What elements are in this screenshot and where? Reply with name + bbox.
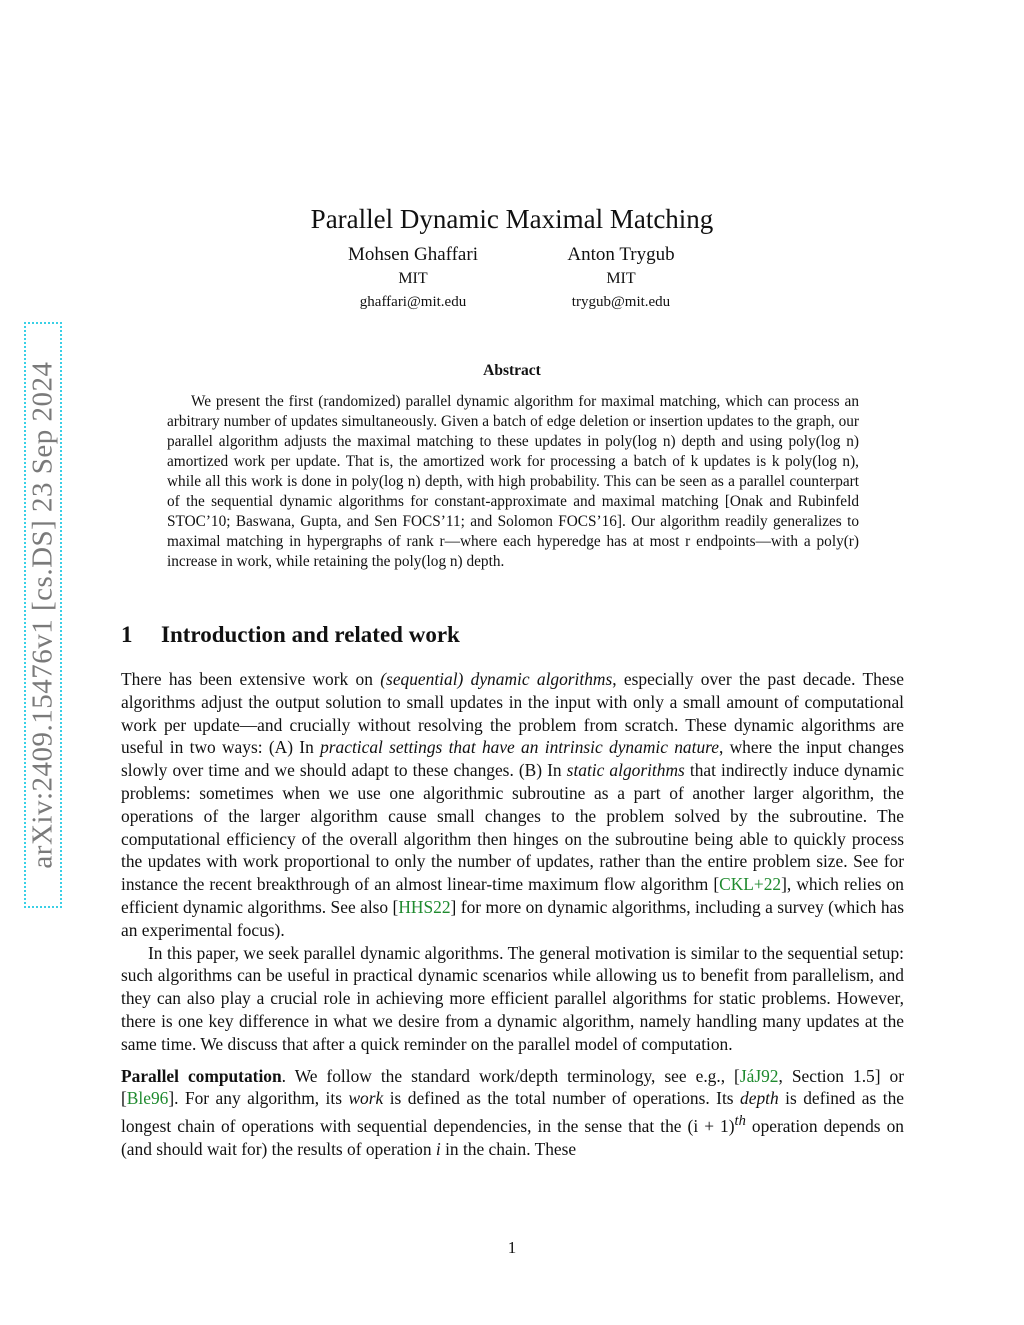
author-email: trygub@mit.edu <box>571 294 671 310</box>
emphasis: practical settings that have an intrinsic dynamic nature <box>320 737 719 758</box>
text-run: that indirectly induce dynamic problems: sometimes when we use one algorithmic subroutine as a part of another larger algorithm, the operations of the larger algorithm cause small changes to the problem solved by the subroutine. The computational efficiency of the overall algorithm then hinges on the subroutine being able to quickly process the updates with work proportional to only the number of updates, rather than the entire problem size. See for instance the recent breakthrough of an almost linear-time maximum flow algorithm [ <box>121 760 905 895</box>
text-run: , Section 1.5] or [ <box>121 1065 905 1109</box>
math-superscript: th <box>734 1113 746 1130</box>
author-name: Anton Trygub <box>567 244 675 265</box>
author-name: Mohsen Ghaffari <box>348 244 478 265</box>
citation-link-hhs22[interactable]: HHS22 <box>398 896 451 917</box>
text-run: ] for more on dynamic algorithms, including a survey (which has an experimental focus). <box>121 896 905 940</box>
section-heading <box>121 622 460 648</box>
section-title: Introduction and related work <box>161 622 460 647</box>
abstract-heading: Abstract <box>483 362 541 379</box>
paragraph-heading: Parallel computation <box>121 1065 282 1086</box>
text-run: There has been extensive work on <box>121 669 381 689</box>
text-run: is defined as the total number of operations. Its <box>383 1088 741 1109</box>
paragraph-1 <box>121 668 904 942</box>
text-run: ]. For any algorithm, its <box>168 1088 349 1109</box>
citation-link-ble96[interactable]: Ble96 <box>126 1088 169 1109</box>
text-run: is defined as the longest chain of operations with sequential dependencies, in the sense that the <box>121 1088 904 1136</box>
text-run: ], which relies on efficient dynamic algorithms. See also [ <box>121 874 905 917</box>
body-text <box>121 668 904 1161</box>
abstract-text: We present the first (randomized) parallel dynamic algorithm for maximal matching, which can process an arbitrary number of updates simultaneously. Given a batch of edge deletion or insertion updates to the graph, our parallel algorithm adjusts the maximal matching to these updates in poly(log n) depth and using poly(log n) amortized work per update. That is, the amortized work for processing a batch of k updates is k poly(log n), while all this work is done in poly(log n) depth, with high probability. This can be seen as a parallel counterpart of the sequential dynamic algorithms for constant-approximate and maximal matching [Onak and Rubinfeld STOC’10; Baswana, Gupta, and Sen FOCS’11; and Solomon FOCS’16]. Our algorithm readily generalizes to maximal matching in hypergraphs of rank r—where each hyperedge has at most r endpoints—with a poly(r) increase in work, while retaining the poly(log n) depth. <box>167 393 859 570</box>
text-run: . We follow the standard work/depth terminology, see e.g., [ <box>281 1065 740 1086</box>
paragraph-3 <box>121 1065 904 1161</box>
emphasis: work <box>348 1088 384 1109</box>
text-run: , especially over the past decade. These algorithms adjust the output solution to small updates in the input with only a small amount of computational work per update—and crucially without resolving the problem from scratch. These dynamic algorithms are useful in two ways: (A) In <box>121 669 905 758</box>
emphasis: static algorithms <box>566 760 685 781</box>
section-number: 1 <box>121 622 133 647</box>
citation-link-ckl22[interactable]: CKL+22 <box>719 874 782 895</box>
citation-link-jaj92[interactable]: JáJ92 <box>739 1065 779 1086</box>
math-variable: i <box>435 1138 441 1159</box>
paper-title: Parallel Dynamic Maximal Matching <box>310 204 714 235</box>
text-run: , where the input changes slowly over time and we should adapt to these changes. (B) In <box>121 737 904 781</box>
author-affiliation: MIT <box>398 270 428 287</box>
text-run: in the chain. These <box>440 1138 577 1159</box>
arxiv-stamp <box>24 322 62 908</box>
emphasis: (sequential) dynamic algorithms <box>380 669 613 689</box>
arxiv-stamp-text: arXiv:2409.15476v1 [cs.DS] 23 Sep 2024 <box>26 361 59 869</box>
author-block-2 <box>471 244 771 311</box>
page-number: 1 <box>507 1238 517 1257</box>
emphasis: depth <box>740 1088 779 1109</box>
paragraph-2: In this paper, we seek parallel dynamic algorithms. The general motivation is similar to the sequential setup: such algorithms can be useful in practical dynamic scenarios while allowing us to benefit from parallelism, and they can also play a crucial role in achieving more efficient parallel algorithms for static problems. However, there is one key difference in what we desire from a dynamic algorithm, namely handling many updates at the same time. We discuss that after a quick reminder on the parallel model of computation. <box>121 942 904 1054</box>
math-expression: (i + 1) <box>687 1115 735 1136</box>
text-run: operation depends on (and should wait for) the results of operation <box>121 1115 905 1159</box>
author-affiliation: MIT <box>606 270 636 287</box>
author-email: ghaffari@mit.edu <box>359 294 467 310</box>
